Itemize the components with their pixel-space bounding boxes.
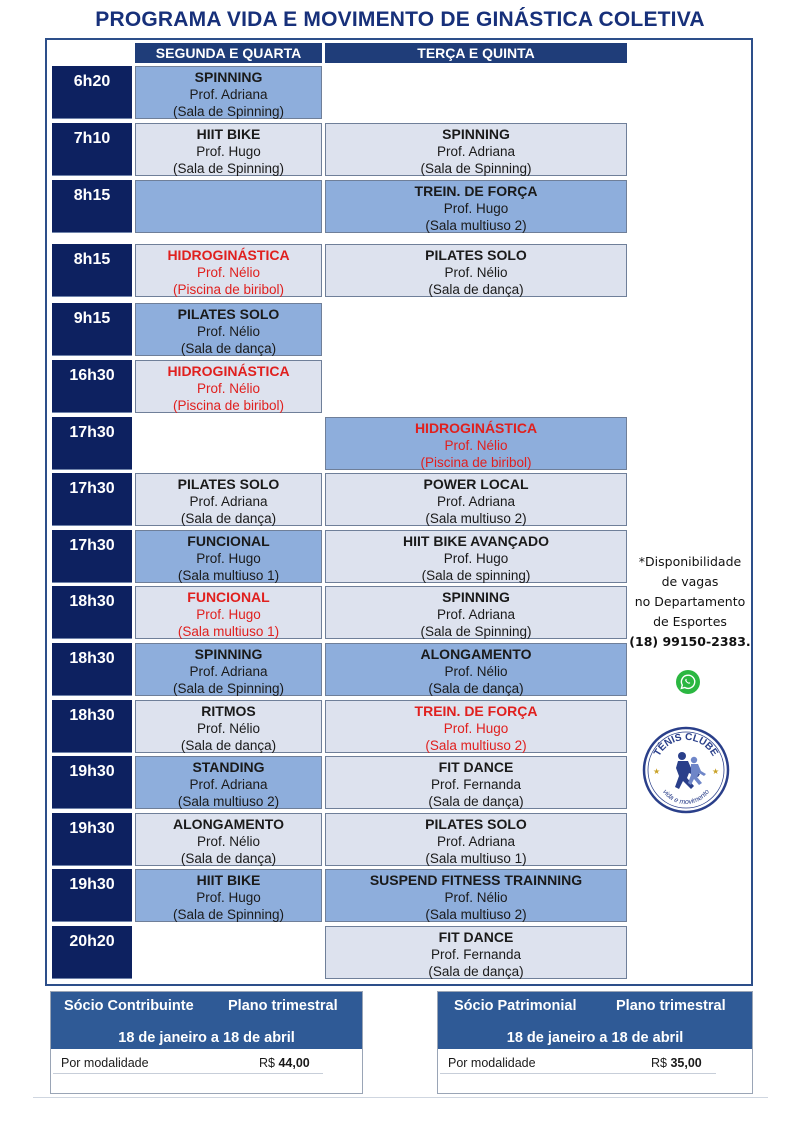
class-cell-tue-thu xyxy=(325,180,627,233)
class-cell-mon-wed xyxy=(135,180,322,233)
instructor: Prof. Hugo xyxy=(196,551,261,566)
class-cell-mon-wed xyxy=(135,869,322,922)
room: (Sala multiuso 2) xyxy=(425,907,527,922)
instructor: Prof. Adriana xyxy=(189,664,268,679)
time-slot: 8h15 xyxy=(52,244,132,297)
class-cell-tue-thu xyxy=(325,643,627,696)
time-slot: 16h30 xyxy=(52,360,132,413)
instructor: Prof. Nélio xyxy=(196,265,261,280)
class-cell-tue-thu xyxy=(325,926,627,979)
currency: R$ xyxy=(259,1056,275,1070)
currency: R$ xyxy=(651,1056,667,1070)
class-cell-mon-wed xyxy=(135,586,322,639)
time-slot: 18h30 xyxy=(52,643,132,696)
class-name: TREIN. DE FORÇA xyxy=(414,703,538,719)
room: (Sala de dança) xyxy=(180,341,277,356)
class-cell-mon-wed xyxy=(135,303,322,356)
room: (Sala de Spinning) xyxy=(172,161,285,176)
class-name: HIDROGINÁSTICA xyxy=(414,420,538,436)
class-cell-tue-thu xyxy=(325,700,627,753)
class-cell-mon-wed xyxy=(135,643,322,696)
instructor: Prof. Nélio xyxy=(196,324,261,339)
class-name: PILATES SOLO xyxy=(425,816,527,832)
vacancy-note-line: de Esportes xyxy=(653,614,727,629)
plan-type: Plano trimestral xyxy=(616,998,726,1014)
room: (Sala de Spinning) xyxy=(172,681,285,696)
instructor: Prof. Adriana xyxy=(436,834,516,849)
class-name: HIIT BIKE xyxy=(196,872,261,888)
room: (Sala multiuso 1) xyxy=(177,624,280,639)
instructor: Prof. Hugo xyxy=(443,721,509,736)
room: (Sala multiuso 2) xyxy=(425,511,527,526)
room: (Sala de dança) xyxy=(180,511,277,526)
room: (Sala de Spinning) xyxy=(420,624,532,639)
class-name: POWER LOCAL xyxy=(423,476,529,492)
whatsapp-icon[interactable] xyxy=(676,670,700,694)
room: (Sala multiuso 1) xyxy=(177,568,280,583)
time-slot: 18h30 xyxy=(52,700,132,753)
class-name: STANDING xyxy=(192,759,265,775)
class-cell-tue-thu xyxy=(325,473,627,526)
room: (Sala de dança) xyxy=(180,851,277,866)
class-cell-mon-wed xyxy=(135,123,322,176)
amount: 35,00 xyxy=(670,1056,702,1070)
member-type: Sócio Contribuinte xyxy=(64,998,194,1014)
class-name: SUSPEND FITNESS TRAINNING xyxy=(369,872,583,888)
room: (Sala de dança) xyxy=(428,681,524,696)
price-row xyxy=(440,1052,716,1074)
instructor: Prof. Hugo xyxy=(443,551,509,566)
class-name: HIIT BIKE xyxy=(196,126,261,142)
class-name: HIIT BIKE AVANÇADO xyxy=(403,533,549,549)
class-name: PILATES SOLO xyxy=(177,476,280,492)
price-band xyxy=(438,992,752,1049)
price-band xyxy=(51,992,362,1049)
price-box-patrimonial xyxy=(437,991,753,1094)
logo-bottom-text: vida e movimento xyxy=(661,788,711,807)
class-name: ALONGAMENTO xyxy=(420,646,532,662)
class-cell-mon-wed xyxy=(135,813,322,866)
instructor: Prof. Fernanda xyxy=(430,777,522,792)
instructor: Prof. Nélio xyxy=(196,381,261,396)
room: (Sala de Spinning) xyxy=(172,104,285,119)
class-cell-tue-thu xyxy=(325,813,627,866)
plan-type: Plano trimestral xyxy=(228,998,338,1014)
class-name: RITMOS xyxy=(201,703,256,719)
room: (Sala de spinning) xyxy=(421,568,531,583)
price-label: Por modalidade xyxy=(448,1056,536,1070)
price-value xyxy=(651,1052,702,1074)
room: (Sala de dança) xyxy=(428,794,524,809)
room: (Sala de Spinning) xyxy=(420,161,532,176)
tenis-clube-logo xyxy=(642,726,730,814)
room: (Sala multiuso 1) xyxy=(425,851,527,866)
page-title: PROGRAMA VIDA E MOVIMENTO DE GINÁSTICA COLETIVA xyxy=(95,8,705,31)
time-slot: 19h30 xyxy=(52,869,132,922)
class-name: HIDROGINÁSTICA xyxy=(167,247,290,263)
vacancy-note-line: no Departamento xyxy=(634,594,746,609)
time-slot: 19h30 xyxy=(52,813,132,866)
room: (Sala multiuso 2) xyxy=(425,218,527,233)
time-slot: 17h30 xyxy=(52,530,132,583)
class-cell-mon-wed xyxy=(135,756,322,809)
amount: 44,00 xyxy=(278,1056,310,1070)
price-label: Por modalidade xyxy=(61,1056,149,1070)
vacancy-note-line: *Disponibilidade xyxy=(638,554,742,569)
whatsapp-glyph xyxy=(676,670,700,694)
page-divider xyxy=(33,1097,768,1098)
class-cell-mon-wed xyxy=(135,360,322,413)
instructor: Prof. Nélio xyxy=(196,721,261,736)
class-name: SPINNING xyxy=(442,126,510,142)
class-name: SPINNING xyxy=(194,69,263,85)
instructor: Prof. Hugo xyxy=(196,144,261,159)
instructor: Prof. Nélio xyxy=(444,664,508,679)
svg-text:★: ★ xyxy=(653,767,661,776)
instructor: Prof. Nélio xyxy=(444,265,508,280)
room: (Sala de dança) xyxy=(428,964,524,979)
time-slot: 20h20 xyxy=(52,926,132,979)
price-row xyxy=(53,1052,323,1074)
vacancy-note-line: de vagas xyxy=(661,574,719,589)
instructor: Prof. Adriana xyxy=(436,494,516,509)
class-cell-tue-thu xyxy=(325,756,627,809)
instructor: Prof. Adriana xyxy=(436,607,516,622)
column-header-tuesday-thursday: TERÇA E QUINTA xyxy=(325,43,627,63)
class-name: FIT DANCE xyxy=(438,759,514,775)
instructor: Prof. Hugo xyxy=(196,890,261,905)
class-cell-mon-wed xyxy=(135,473,322,526)
class-cell-tue-thu xyxy=(325,417,627,470)
instructor: Prof. Adriana xyxy=(189,777,268,792)
vacancy-note xyxy=(629,552,751,652)
class-cell-tue-thu xyxy=(325,244,627,297)
instructor: Prof. Hugo xyxy=(196,607,261,622)
instructor: Prof. Hugo xyxy=(443,201,509,216)
time-slot: 7h10 xyxy=(52,123,132,176)
instructor: Prof. Adriana xyxy=(189,87,268,102)
class-name: HIDROGINÁSTICA xyxy=(167,363,290,379)
room: (Piscina de biribol) xyxy=(172,398,285,413)
instructor: Prof. Fernanda xyxy=(430,947,522,962)
room: (Piscina de biribol) xyxy=(420,455,532,470)
plan-dates: 18 de janeiro a 18 de abril xyxy=(118,1030,295,1046)
instructor: Prof. Adriana xyxy=(436,144,516,159)
class-name: TREIN. DE FORÇA xyxy=(414,183,538,199)
instructor: Prof. Nélio xyxy=(444,438,508,453)
instructor: Prof. Adriana xyxy=(189,494,268,509)
time-slot: 18h30 xyxy=(52,586,132,639)
room: (Sala multiuso 2) xyxy=(425,738,527,753)
class-cell-tue-thu xyxy=(325,530,627,583)
class-cell-mon-wed xyxy=(135,700,322,753)
class-cell-tue-thu xyxy=(325,586,627,639)
room: (Sala multiuso 2) xyxy=(177,794,280,809)
class-cell-mon-wed xyxy=(135,530,322,583)
room: (Sala de dança) xyxy=(428,282,524,297)
class-cell-tue-thu xyxy=(325,123,627,176)
class-cell-mon-wed xyxy=(135,244,322,297)
column-header-monday-wednesday: SEGUNDA E QUARTA xyxy=(135,43,322,63)
member-type: Sócio Patrimonial xyxy=(454,998,577,1014)
class-cell-mon-wed xyxy=(135,66,322,119)
time-slot: 6h20 xyxy=(52,66,132,119)
class-name: PILATES SOLO xyxy=(425,247,527,263)
phone-number: (18) 99150-2383. xyxy=(629,634,751,649)
price-box-contribuinte xyxy=(50,991,363,1094)
class-name: FUNCIONAL xyxy=(187,589,270,605)
class-name: SPINNING xyxy=(442,589,510,605)
time-slot: 9h15 xyxy=(52,303,132,356)
class-name: FUNCIONAL xyxy=(187,533,270,549)
logo-top-text: TÊNIS CLUBE xyxy=(652,731,720,759)
time-slot: 19h30 xyxy=(52,756,132,809)
plan-dates: 18 de janeiro a 18 de abril xyxy=(506,1030,684,1046)
instructor: Prof. Nélio xyxy=(444,890,508,905)
room: (Sala de dança) xyxy=(180,738,277,753)
class-name: SPINNING xyxy=(194,646,263,662)
time-slot: 17h30 xyxy=(52,473,132,526)
class-name: PILATES SOLO xyxy=(177,306,280,322)
time-slot: 8h15 xyxy=(52,180,132,233)
class-cell-tue-thu xyxy=(325,869,627,922)
svg-text:★: ★ xyxy=(712,767,720,776)
room: (Piscina de biribol) xyxy=(172,282,285,297)
class-name: FIT DANCE xyxy=(438,929,514,945)
time-slot: 17h30 xyxy=(52,417,132,470)
room: (Sala de Spinning) xyxy=(172,907,285,922)
class-name: ALONGAMENTO xyxy=(173,816,284,832)
price-value xyxy=(259,1052,310,1074)
instructor: Prof. Nélio xyxy=(196,834,261,849)
